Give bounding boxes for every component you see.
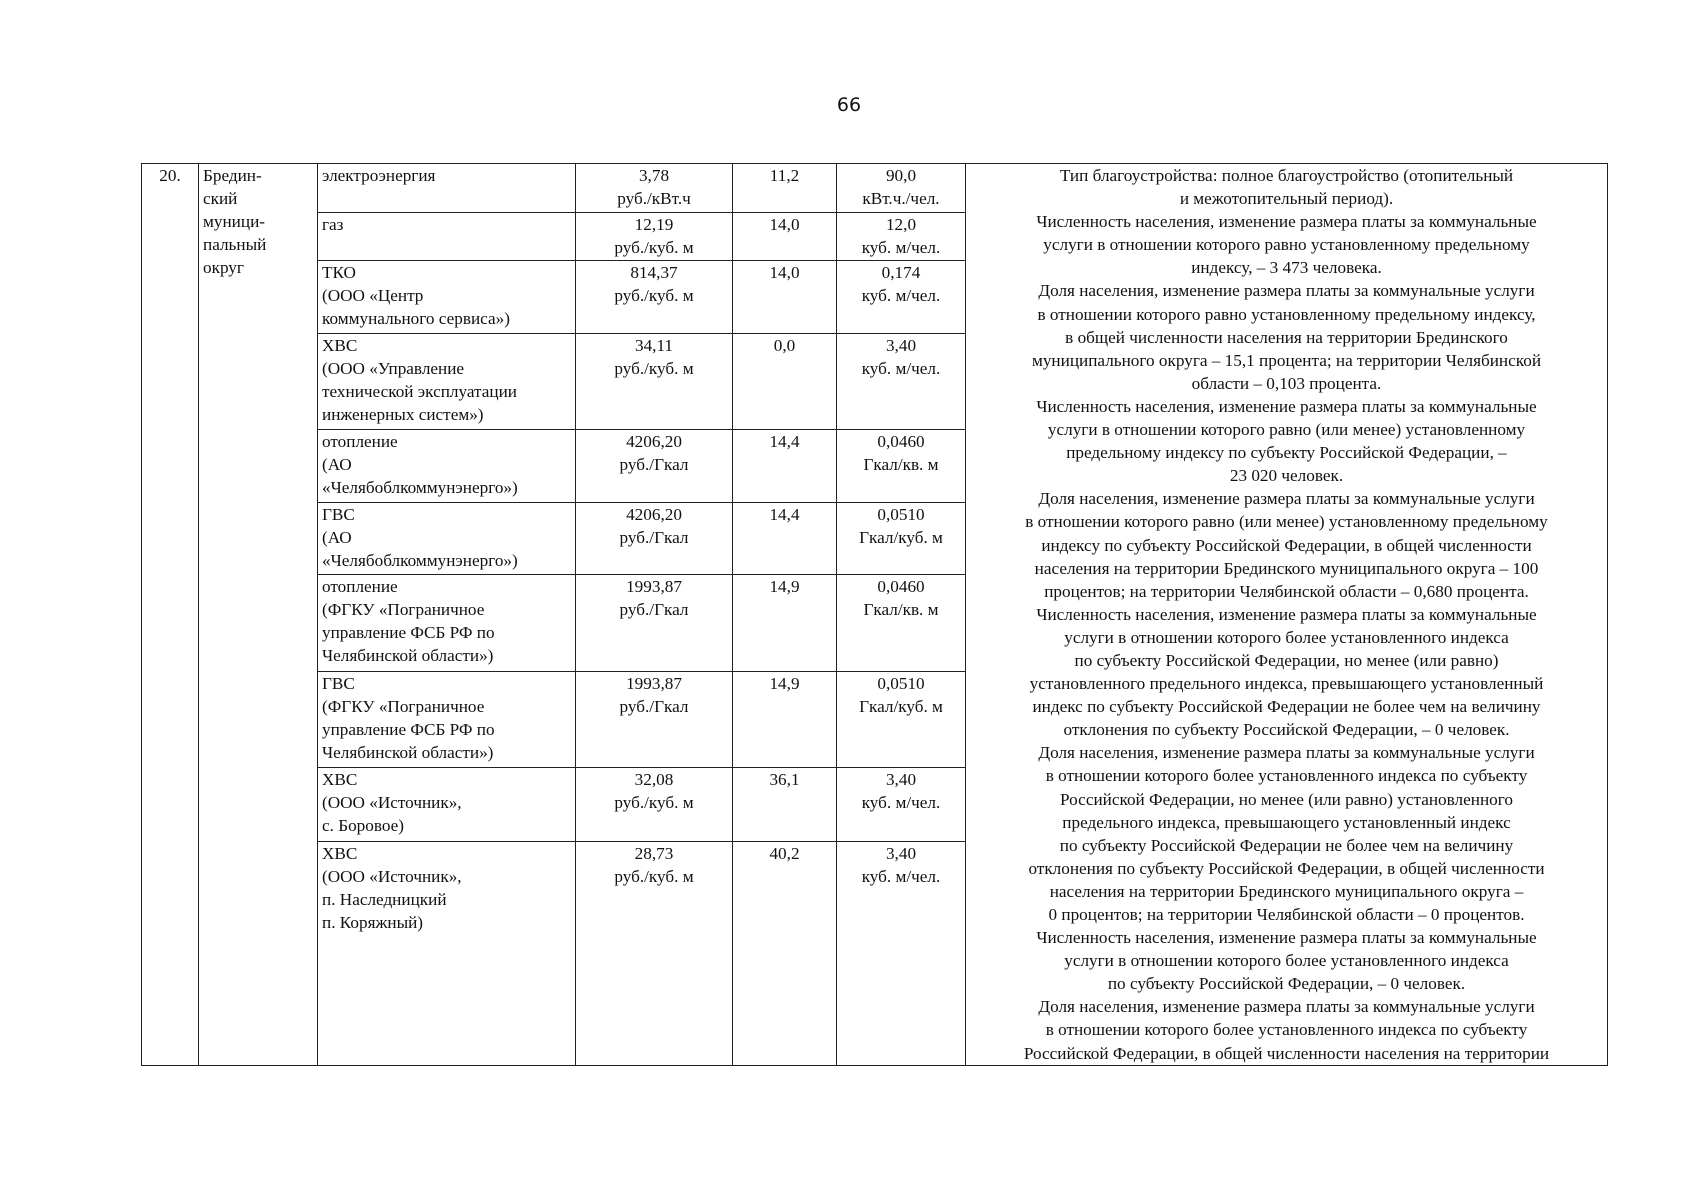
service-name: (ООО «Центр	[322, 286, 424, 306]
norm-value: Гкал/куб. м	[859, 527, 943, 547]
service-name: отопление	[322, 577, 398, 597]
tariff-value: руб./куб. м	[614, 358, 694, 378]
district-name: пальный	[203, 235, 267, 254]
service-name: коммунального сервиса»)	[322, 309, 510, 329]
tariff-value: 32,08	[634, 770, 674, 790]
service-name: (АО	[322, 527, 352, 547]
service-name: ХВС	[322, 335, 358, 355]
table-row	[142, 164, 1608, 213]
tariff-value: руб./куб. м	[614, 793, 694, 813]
service-name: (ФГКУ «Пограничное	[322, 696, 485, 716]
service-name-cell	[318, 212, 576, 261]
description-line: населения на территории Брединского муниципального округа –	[1049, 881, 1524, 901]
norm-value: 0,0460	[877, 432, 925, 452]
service-name: газ	[322, 214, 344, 234]
norm-value: куб. м/чел.	[861, 358, 941, 378]
tariff-value: 34,11	[634, 335, 674, 355]
norm-value: куб. м/чел.	[861, 286, 941, 306]
description-line: Численность населения, изменение размера платы за коммунальные	[1036, 604, 1537, 624]
description-line: отклонения по субъекту Российской Федерации, в общей численности	[1028, 858, 1545, 878]
tariff-cell	[576, 671, 733, 767]
description-line: в отношении которого равно установленному предельному индексу,	[1037, 304, 1536, 324]
service-name: с. Боровое)	[322, 816, 405, 836]
service-name: ХВС	[322, 770, 358, 790]
description-line: по субъекту Российской Федерации, но менее (или равно)	[1074, 650, 1499, 670]
norm-value: 3,40	[885, 335, 917, 355]
service-name: Челябинской области»)	[322, 646, 494, 666]
service-name-cell	[318, 430, 576, 503]
description-line: предельному индексу по субъекту Российской Федерации, –	[1066, 443, 1507, 463]
description-line: Доля населения, изменение размера платы за коммунальные услуги	[1038, 743, 1535, 763]
norm-value: кВт.ч./чел.	[862, 189, 940, 208]
index-cell: 36,1	[733, 768, 837, 842]
norm-value: куб. м/чел.	[861, 793, 941, 813]
norm-value: куб. м/чел.	[861, 237, 941, 257]
norm-cell	[837, 333, 966, 429]
service-name-cell	[318, 575, 576, 671]
description-line: 23 020 человек.	[1229, 466, 1344, 486]
norm-value: 0,0510	[877, 504, 925, 524]
norm-cell	[837, 502, 966, 575]
service-name: технической эксплуатации	[322, 381, 517, 401]
service-name: «Челябоблкоммунэнерго»)	[322, 550, 518, 570]
description-line: Тип благоустройства: полное благоустройство (отопительный	[1059, 166, 1514, 185]
tariff-value: руб./кВт.ч	[617, 189, 691, 208]
service-name: Челябинской области»)	[322, 742, 494, 762]
tariff-cell	[576, 333, 733, 429]
description-line: 0 процентов; на территории Челябинской области – 0 процентов.	[1048, 905, 1525, 924]
tariff-value: 4206,20	[626, 432, 682, 452]
service-name: п. Коряжный)	[322, 912, 424, 932]
index-cell: 40,2	[733, 841, 837, 1065]
description-line: услуги в отношении которого равно (или менее) установленному	[1047, 420, 1526, 440]
service-name: управление ФСБ РФ по	[322, 623, 495, 643]
service-name-cell	[318, 841, 576, 1065]
tariff-value: 3,78	[638, 166, 670, 185]
tariff-cell	[576, 212, 733, 261]
norm-cell	[837, 212, 966, 261]
description-line: установленного предельного индекса, превышающего установленный	[1029, 674, 1544, 694]
norm-value: Гкал/кв. м	[863, 600, 939, 620]
description-line: услуги в отношении которого более установленного индекса	[1064, 951, 1509, 971]
service-name: (ООО «Источник»,	[322, 793, 462, 813]
description-line: отклонения по субъекту Российской Федерации, – 0 человек.	[1063, 720, 1510, 740]
description-line: по субъекту Российской Федерации, – 0 человек.	[1107, 974, 1466, 994]
norm-cell	[837, 164, 966, 213]
norm-value: 0,0460	[877, 577, 925, 597]
description-line: услуги в отношении которого равно установленному предельному	[1043, 235, 1530, 255]
norm-cell	[837, 841, 966, 1065]
index-cell: 0,0	[733, 333, 837, 429]
description-line: Численность населения, изменение размера платы за коммунальные	[1036, 928, 1537, 948]
district-name: муници-	[203, 212, 265, 231]
norm-value: куб. м/чел.	[861, 866, 941, 886]
tariff-value: 814,37	[630, 263, 678, 283]
tariff-cell	[576, 502, 733, 575]
tariff-value: руб./куб. м	[614, 286, 694, 306]
tariff-value: руб./Гкал	[619, 600, 689, 620]
district-name: округ	[203, 258, 244, 277]
tariff-value: руб./куб. м	[614, 866, 694, 886]
tariff-value: 28,73	[634, 843, 674, 863]
index-cell: 14,0	[733, 261, 837, 334]
description-line: в отношении которого более установленного индекса по субъекту	[1045, 766, 1528, 786]
norm-value: 0,174	[881, 263, 921, 283]
service-name-cell	[318, 164, 576, 213]
description-line: услуги в отношении которого более установленного индекса	[1064, 627, 1509, 647]
district-name: Бредин-	[203, 166, 262, 185]
norm-cell	[837, 430, 966, 503]
description-line: в общей численности населения на территории Брединского	[1065, 327, 1508, 347]
description-line: Российской Федерации, но менее (или равно) установленного	[1060, 789, 1513, 809]
norm-value: 0,0510	[877, 673, 925, 693]
index-cell: 11,2	[733, 164, 837, 213]
service-name: ТКО	[322, 263, 356, 283]
tariff-cell	[576, 768, 733, 842]
description-line: Доля населения, изменение размера платы за коммунальные услуги	[1038, 281, 1535, 301]
index-cell: 14,4	[733, 502, 837, 575]
description-line: Доля населения, изменение размера платы за коммунальные услуги	[1038, 997, 1535, 1017]
description-line: индекс по субъекту Российской Федерации не более чем на величину	[1032, 697, 1541, 717]
tariff-value: 12,19	[634, 214, 674, 234]
index-cell: 14,0	[733, 212, 837, 261]
service-name: п. Наследницкий	[322, 889, 447, 909]
tariff-value: руб./Гкал	[619, 455, 689, 475]
description-line: области – 0,103 процента.	[1191, 373, 1382, 393]
norm-value: 3,40	[885, 843, 917, 863]
tariff-value: руб./Гкал	[619, 527, 689, 547]
tariff-value: 1993,87	[626, 673, 682, 693]
service-name: (АО	[322, 455, 352, 475]
service-name-cell	[318, 768, 576, 842]
service-name: ГВС	[322, 504, 355, 524]
service-name: (ООО «Источник»,	[322, 866, 462, 886]
tariff-value: 1993,87	[626, 577, 682, 597]
page-number: 66	[836, 94, 862, 116]
description-line: населения на территории Брединского муниципального округа – 100	[1034, 558, 1539, 578]
index-cell: 14,9	[733, 575, 837, 671]
description-cell	[966, 164, 1608, 1066]
description-line: индексу, – 3 473 человека.	[1191, 258, 1382, 278]
tariff-cell	[576, 164, 733, 213]
description-line: индексу по субъекту Российской Федерации, в общей численности	[1041, 535, 1532, 555]
row-number: 20.	[142, 164, 199, 1066]
tariff-cell	[576, 841, 733, 1065]
tariff-table	[141, 163, 1608, 1066]
district-cell	[199, 164, 318, 1066]
norm-value: 3,40	[885, 770, 917, 790]
description-line: по субъекту Российской Федерации не более чем на величину	[1059, 835, 1514, 855]
service-name: ХВС	[322, 843, 358, 863]
tariff-value: руб./куб. м	[614, 237, 694, 257]
tariff-cell	[576, 575, 733, 671]
service-name: ГВС	[322, 673, 355, 693]
description-line: в отношении которого более установленного индекса по субъекту	[1045, 1020, 1528, 1040]
index-cell: 14,9	[733, 671, 837, 767]
service-name: отопление	[322, 432, 398, 452]
description-line: Доля населения, изменение размера платы за коммунальные услуги	[1038, 489, 1535, 509]
service-name: (ООО «Управление	[322, 358, 465, 378]
norm-cell	[837, 575, 966, 671]
norm-value: Гкал/куб. м	[859, 696, 943, 716]
norm-cell	[837, 768, 966, 842]
tariff-value: руб./Гкал	[619, 696, 689, 716]
service-name: управление ФСБ РФ по	[322, 719, 495, 739]
service-name: электроэнергия	[322, 166, 436, 185]
description-line: в отношении которого равно (или менее) установленному предельному	[1025, 512, 1548, 532]
description-line: предельного индекса, превышающего установленный индекс	[1062, 812, 1511, 832]
service-name-cell	[318, 502, 576, 575]
norm-cell	[837, 671, 966, 767]
tariff-cell	[576, 430, 733, 503]
norm-value: 90,0	[885, 166, 917, 185]
description-line: Численность населения, изменение размера платы за коммунальные	[1036, 212, 1537, 232]
description-line: и межотопительный период).	[1179, 189, 1394, 209]
tariff-value: 4206,20	[626, 504, 682, 524]
index-cell: 14,4	[733, 430, 837, 503]
service-name-cell	[318, 261, 576, 334]
service-name: (ФГКУ «Пограничное	[322, 600, 485, 620]
description-line: Российской Федерации, в общей численности населения на территории	[1023, 1043, 1550, 1063]
description-line: Численность населения, изменение размера платы за коммунальные	[1036, 396, 1537, 416]
service-name-cell	[318, 333, 576, 429]
service-name: инженерных систем»)	[322, 404, 484, 424]
norm-value: 12,0	[885, 214, 917, 234]
tariff-cell	[576, 261, 733, 334]
service-name: «Челябоблкоммунэнерго»)	[322, 478, 518, 498]
description-line: муниципального округа – 15,1 процента; на территории Челябинской	[1031, 350, 1542, 370]
service-name-cell	[318, 671, 576, 767]
district-name: ский	[203, 189, 238, 208]
description-line: процентов; на территории Челябинской области – 0,680 процента.	[1044, 581, 1529, 601]
norm-cell	[837, 261, 966, 334]
norm-value: Гкал/кв. м	[863, 455, 939, 475]
